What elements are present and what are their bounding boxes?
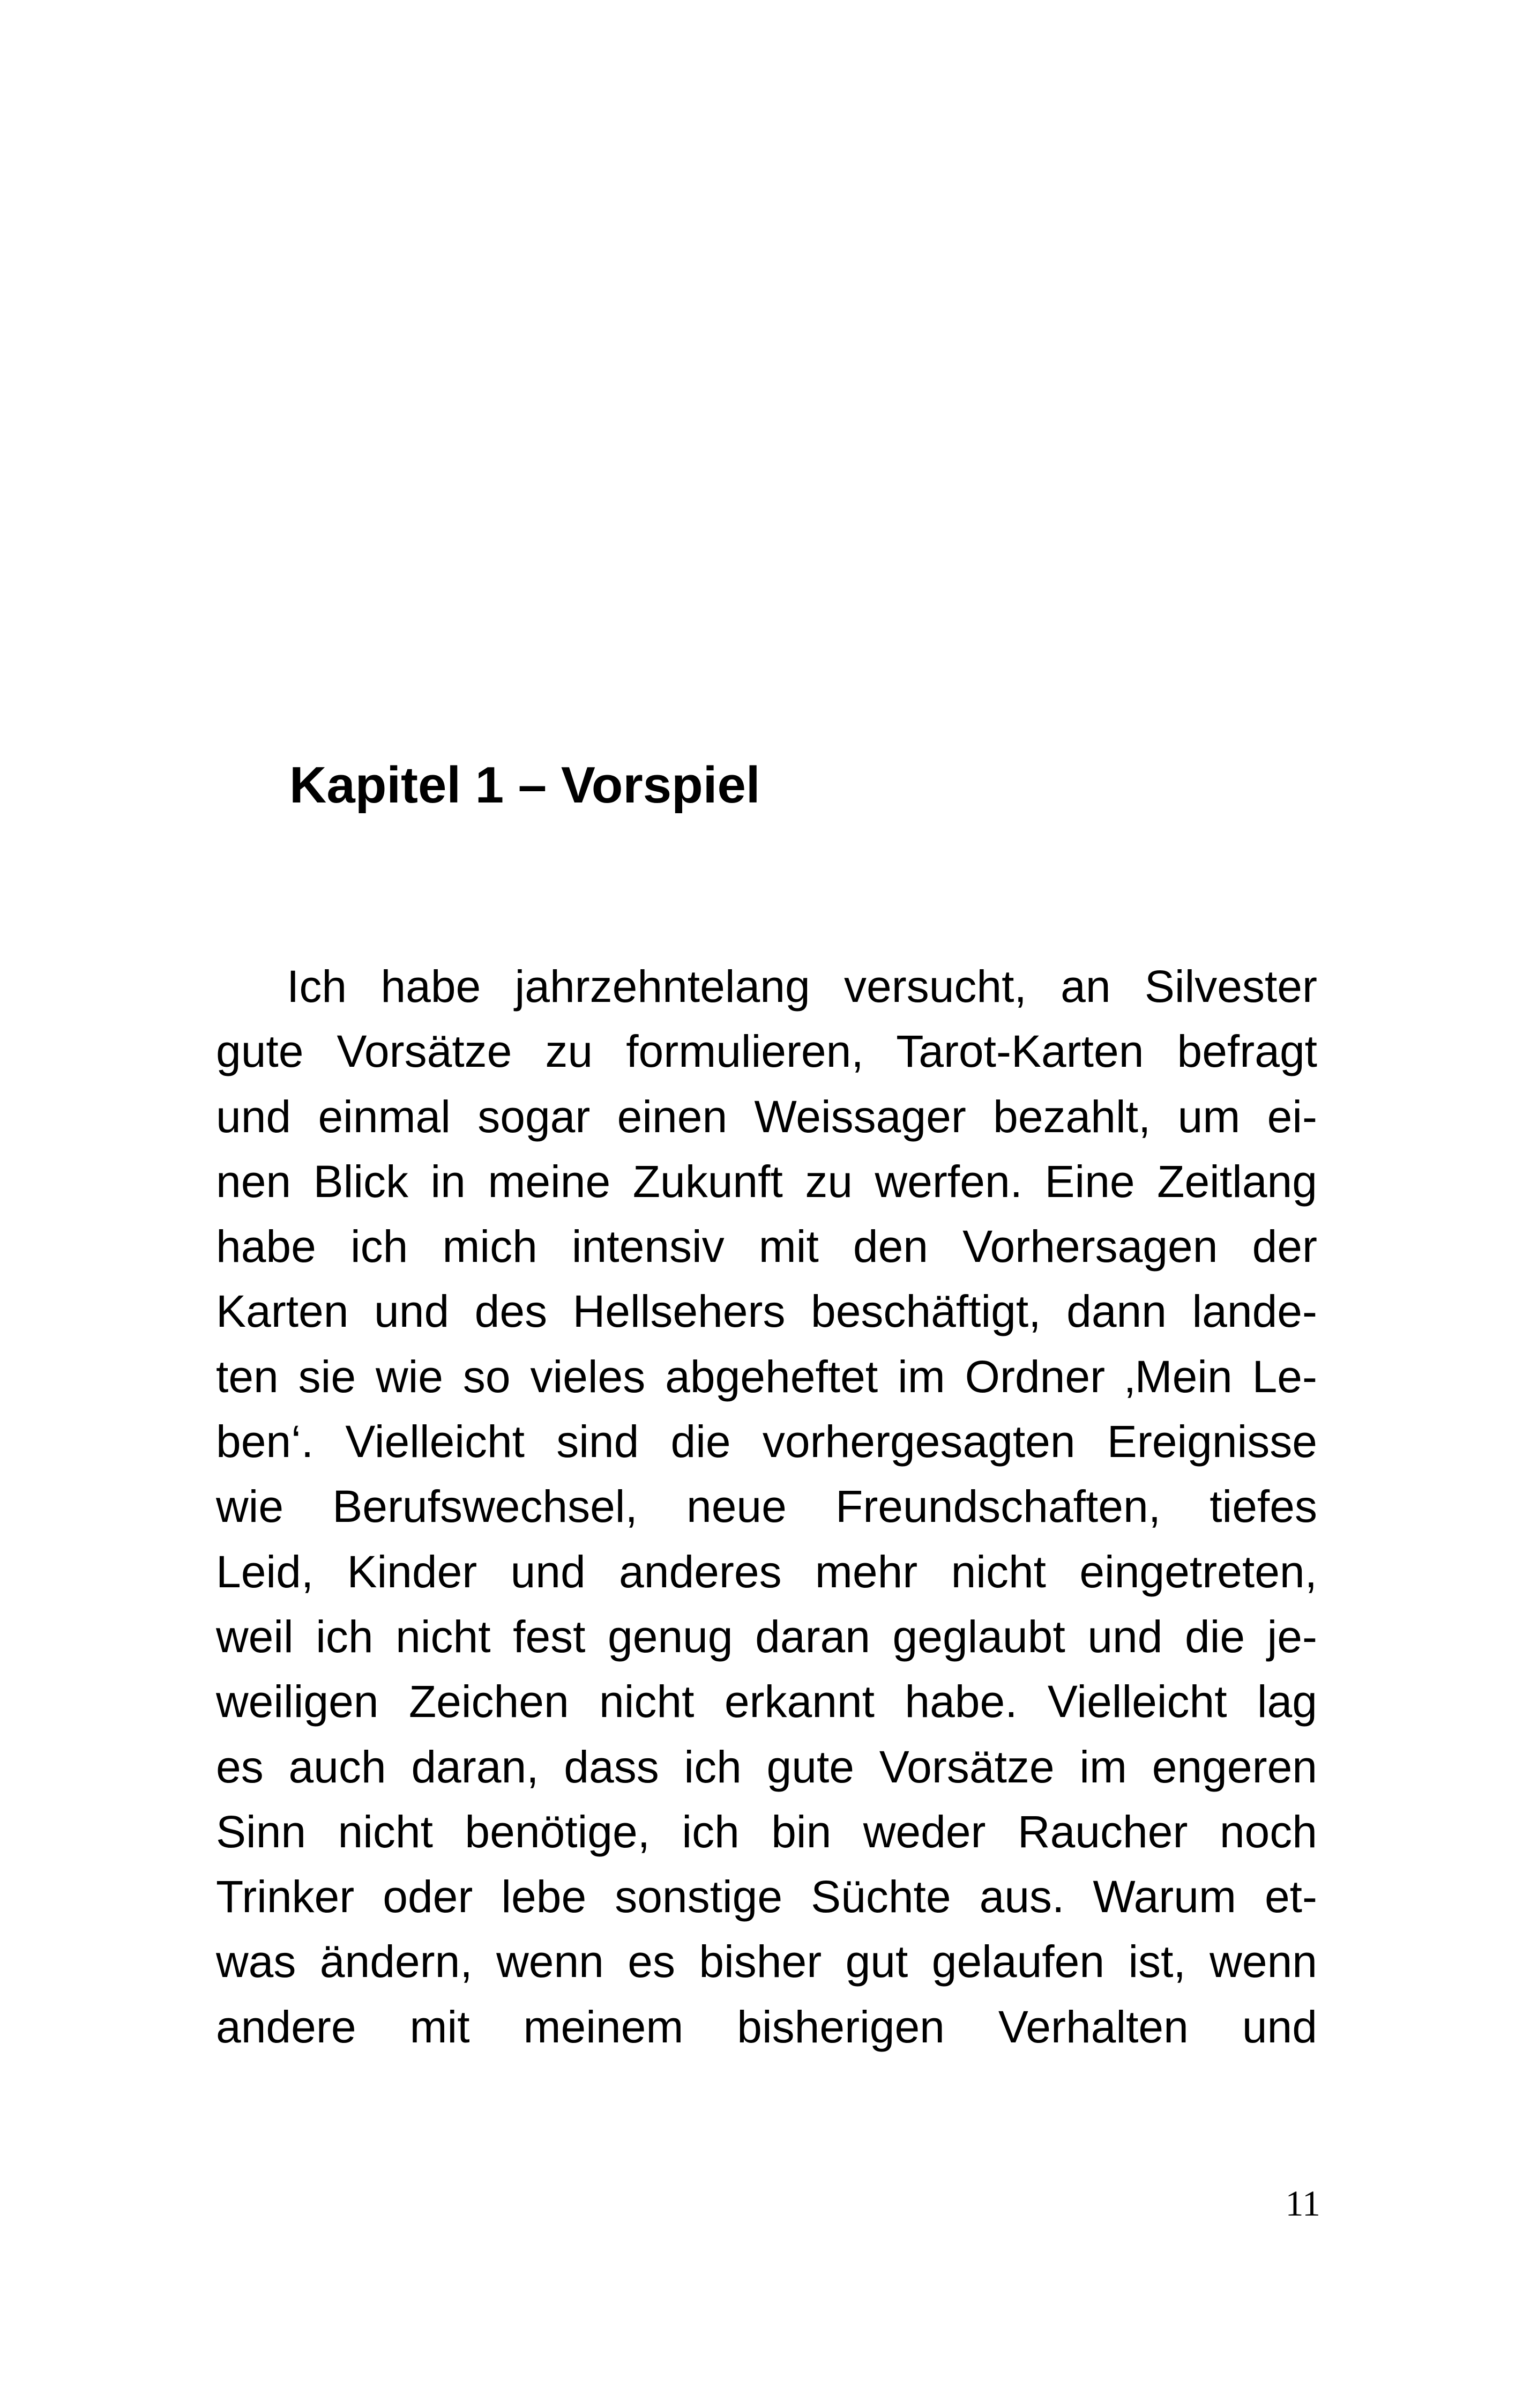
text-line: wie Berufswechsel, neue Freundschaften, tiefes [216, 1481, 1317, 1532]
text-line: Sinn nicht benötige, ich bin weder Raucher noch [216, 1806, 1317, 1857]
text-line: ten sie wie so vieles abgeheftet im Ordner ‚Mein Le- [216, 1351, 1317, 1402]
page-number: 11 [1285, 2183, 1320, 2224]
text-line: gute Vorsätze zu formulieren, Tarot-Karten befragt [216, 1026, 1317, 1077]
text-line: und einmal sogar einen Weissager bezahlt, um ei- [216, 1091, 1317, 1142]
text-line: Trinker oder lebe sonstige Süchte aus. Warum et- [216, 1871, 1317, 1922]
text-line: was ändern, wenn es bisher gut gelaufen ist, wenn [216, 1936, 1317, 1987]
text-line: weiligen Zeichen nicht erkannt habe. Vielleicht lag [216, 1676, 1317, 1727]
text-line: es auch daran, dass ich gute Vorsätze im engeren [216, 1741, 1317, 1792]
chapter-title: Kapitel 1 – Vorspiel [289, 756, 760, 814]
text-line: habe ich mich intensiv mit den Vorhersagen der [216, 1221, 1317, 1272]
text-line: nen Blick in meine Zukunft zu werfen. Eine Zeitlang [216, 1156, 1317, 1207]
text-line: Leid, Kinder und anderes mehr nicht eingetreten, [216, 1546, 1317, 1597]
body-paragraph [216, 954, 1317, 2060]
text-line: Ich habe jahrzehntelang versucht, an Silvester [287, 961, 1317, 1012]
text-line: ben‘. Vielleicht sind die vorhergesagten Ereignisse [216, 1416, 1317, 1467]
text-line: Karten und des Hellsehers beschäftigt, dann lande- [216, 1286, 1317, 1337]
text-line: weil ich nicht fest genug daran geglaubt und die je- [216, 1611, 1317, 1662]
text-line: andere mit meinem bisherigen Verhalten und [216, 2001, 1317, 2052]
